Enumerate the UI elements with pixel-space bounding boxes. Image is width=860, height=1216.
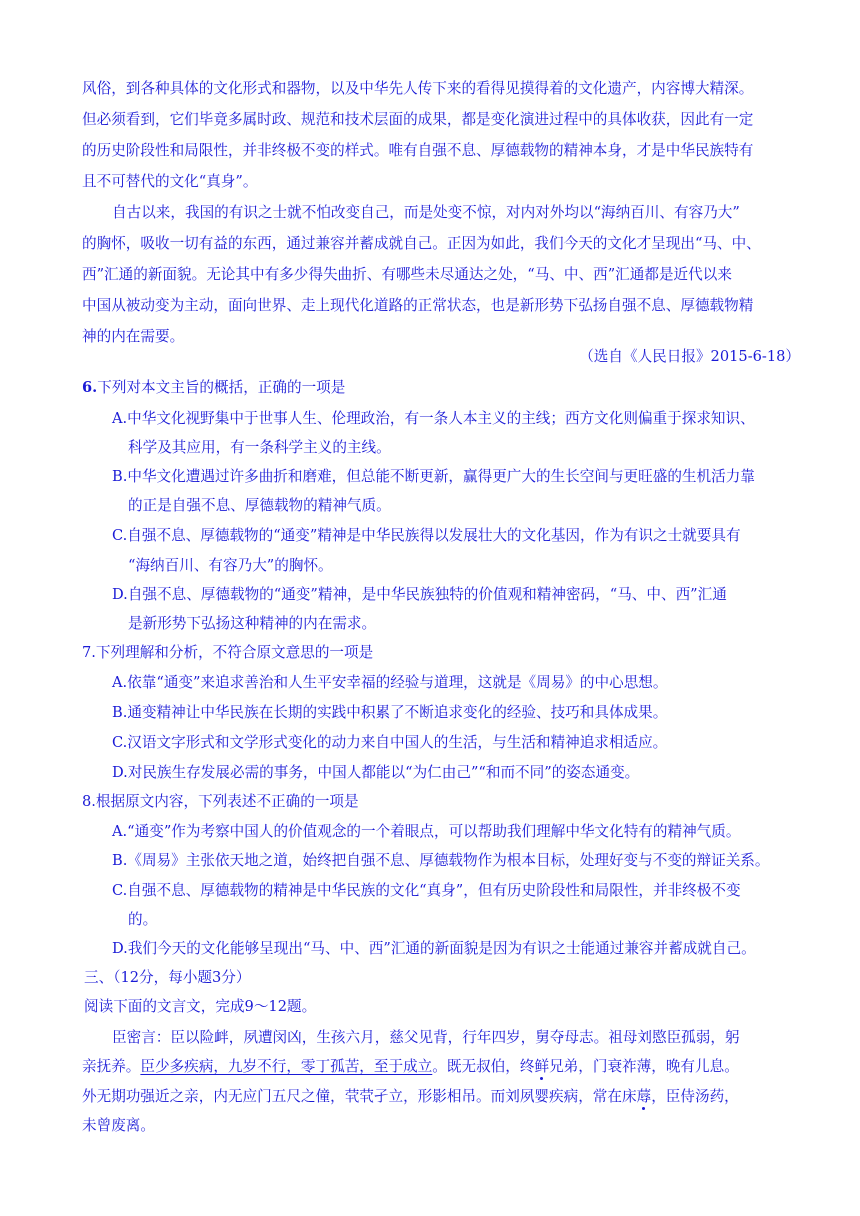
option-b: B.中华文化遭遇过许多曲折和磨难，但总能不断更新，赢得更广大的生长空间与更旺盛的生机活力靠 (112, 468, 755, 485)
passage-line: 的历史阶段性和局限性，并非终极不变的样式。唯有自强不息、厚德载物的精神本身，才是中华民族特有 (82, 142, 754, 159)
classical-line (82, 1057, 739, 1077)
passage-line: 中国从被动变为主动，面向世界、走上现代化道路的正常状态，也是新形势下弘扬自强不息、厚德载物精 (82, 297, 754, 314)
classical-text: 外无期功强近之亲，内无应门五尺之僮，茕茕孑立，形影相吊。而刘夙婴疾病，常在床 (82, 1088, 637, 1105)
passage-line: 且不可替代的文化“真身”。 (82, 173, 258, 190)
option-d: D.自强不息、厚德载物的“通变”精神，是中华民族独特的价值观和精神密码，“马、中、西”汇通 (112, 586, 727, 603)
option-d: D.我们今天的文化能够呈现出“马、中、西”汇通的新面貌是因为有识之士能通过兼容并蓄成就自己。 (112, 940, 756, 957)
question-number: 6. (82, 379, 98, 396)
source-citation: （选自《人民日报》2015-6-18） (579, 348, 800, 365)
option-b: B.《周易》主张依天地之道，始终把自强不息、厚德载物作为根本目标，处理好变与不变的辩证关系。 (112, 852, 770, 869)
underlined-sentence: 臣少多疾病，九岁不行，零丁孤苦，至于成立 (140, 1058, 433, 1075)
passage-line: 风俗，到各种具体的文化形式和器物，以及中华先人传下来的看得见摸得着的文化遗产，内容博大精深。 (82, 80, 754, 97)
passage-line: 的胸怀，吸收一切有益的东西，通过兼容并蓄成就自己。正因为如此，我们今天的文化才呈现出“马、中、 (82, 235, 761, 252)
passage-line: 自古以来，我国的有识之士就不怕改变自己，而是处变不惊，对内对外均以“海纳百川、有容乃大” (112, 204, 740, 221)
classical-text: 亲抚养。 (82, 1058, 141, 1075)
dotted-character: 鲜 (534, 1058, 550, 1075)
question-6-stem (82, 378, 345, 398)
option-c-cont: “海纳百川、有容乃大”的胸怀。 (128, 557, 333, 574)
classical-text: ，臣侍汤药， (651, 1088, 739, 1105)
classical-line: 臣密言：臣以险衅，夙遭闵凶，生孩六月，慈父见背，行年四岁，舅夺母志。祖母刘愍臣孤弱，躬 (112, 1029, 740, 1046)
classical-line: 未曾废离。 (82, 1117, 155, 1134)
classical-line (82, 1087, 739, 1107)
option-a: A.中华文化视野集中于世事人生、伦理政治，有一条人本主义的主线；西方文化则偏重于探求知识、 (112, 410, 755, 427)
classical-text: 。既无叔伯，终 (432, 1058, 535, 1075)
passage-line: 西”汇通的新面貌。无论其中有多少得失曲折、有哪些未尽通达之处，“马、中、西”汇通都是近代以来 (82, 266, 732, 283)
section-header: 三、（12分，每小题3分） (84, 969, 251, 986)
dotted-character: 蓐 (636, 1088, 652, 1105)
option-b-cont: 的正是自强不息、厚德载物的精神气质。 (128, 497, 391, 514)
passage-line: 神的内在需要。 (82, 328, 185, 345)
option-a: A.依靠“通变”来追求善治和人生平安幸福的经验与道理，这就是《周易》的中心思想。 (112, 674, 668, 691)
option-b: B.通变精神让中华民族在长期的实践中积累了不断追求变化的经验、技巧和具体成果。 (112, 704, 668, 721)
passage-line: 但必须看到，它们毕竟多属时政、规范和技术层面的成果，都是变化演进过程中的具体收获，因此有一定 (82, 111, 754, 128)
option-c-cont: 的。 (128, 911, 158, 928)
option-d: D.对民族生存发展必需的事务，中国人都能以“为仁由己”“和而不同”的姿态通变。 (112, 764, 640, 781)
option-a: A.“通变”作为考察中国人的价值观念的一个着眼点，可以帮助我们理解中华文化特有的精神气质。 (112, 823, 741, 840)
option-d-cont: 是新形势下弘扬这种精神的内在需求。 (128, 615, 377, 632)
option-c: C.自强不息、厚德载物的精神是中华民族的文化“真身”，但有历史阶段性和局限性，并非终极不变 (112, 882, 741, 899)
option-c: C.汉语文字形式和文学形式变化的动力来自中国人的生活，与生活和精神追求相适应。 (112, 734, 668, 751)
question-text: 下列对本文主旨的概括，正确的一项是 (97, 379, 346, 396)
question-7-stem: 7.下列理解和分析，不符合原文意思的一项是 (82, 644, 374, 661)
option-c: C.自强不息、厚德载物的“通变”精神是中华民族得以发展壮大的文化基因，作为有识之士就要具有 (112, 527, 741, 544)
option-a-cont: 科学及其应用，有一条科学主义的主线。 (128, 439, 391, 456)
question-8-stem: 8.根据原文内容，下列表述不正确的一项是 (82, 793, 359, 810)
section-instruction: 阅读下面的文言文，完成9～12题。 (84, 998, 317, 1015)
classical-text: 兄弟，门衰祚薄，晚有儿息。 (549, 1058, 739, 1075)
